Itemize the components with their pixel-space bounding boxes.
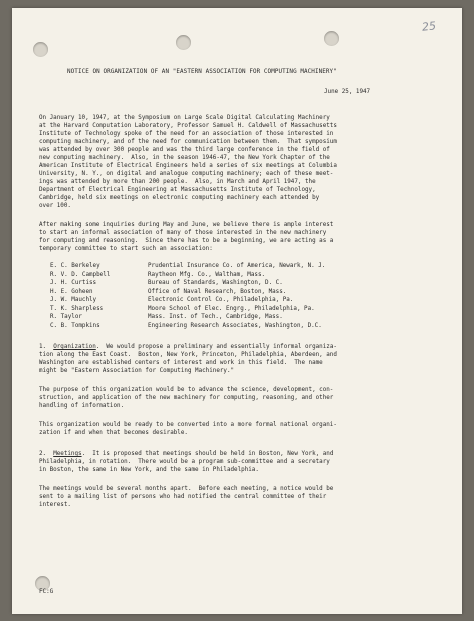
text-line: This organization would be ready to be converted into a more formal national organi- <box>39 422 337 428</box>
text-line: Department of Electrical Engineering at Massachusetts Institute of Technology, <box>39 187 316 193</box>
text-line: zation if and when that becomes desirable. <box>39 430 188 436</box>
committee-name: J. W. Mauchly <box>50 297 97 303</box>
text-line: . It is proposed that meetings should be held in Boston, New York, and <box>81 451 334 457</box>
committee-org: Mass. Inst. of Tech., Cambridge, Mass. <box>148 314 283 320</box>
text-line: interest. <box>39 502 71 508</box>
document-date: June 25, 1947 <box>324 89 371 95</box>
typist-initials: FC:G <box>39 589 54 595</box>
text-line: might be "Eastern Association for Computing Machinery." <box>39 368 235 374</box>
committee-name: C. B. Tompkins <box>50 323 100 329</box>
text-line: tion along the East Coast. Boston, New York, Princeton, Philadelphia, Aberdeen, and <box>39 352 337 358</box>
text-line: University, N. Y., on digital and analogue computing machinery; each of these meet- <box>39 171 334 177</box>
section-heading: Organization <box>53 344 96 350</box>
text-line: Philadelphia, in rotation. There would be a program sub-committee and a secretary <box>39 459 330 465</box>
committee-org: Bureau of Standards, Washington, D. C. <box>148 280 283 286</box>
committee-name: E. C. Berkeley <box>50 263 100 269</box>
document-title: NOTICE ON ORGANIZATION OF AN "EASTERN ASSOCIATION FOR COMPUTING MACHINERY" <box>67 69 337 75</box>
text-line: to start an informal association of many of those interested in the new machinery <box>39 230 327 236</box>
text-line: Institute of Technology spoke of the need for an association of those interested in <box>39 131 334 137</box>
text-line: computing machinery, and of the need for communication between them. That symposium <box>39 139 337 145</box>
text-line: sent to a mailing list of persons who had notified the central committee of their <box>39 494 327 500</box>
pencil-annotation: 25 <box>421 19 437 34</box>
committee-name: H. E. Goheen <box>50 289 93 295</box>
committee-name: T. K. Sharpless <box>50 306 104 312</box>
text-line: . We would propose a preliminary and essentially informal organiza- <box>95 344 337 350</box>
text-line: new computing machinery. Also, in the season 1946-47, the New York Chapter of the <box>39 155 330 161</box>
committee-name: R. Taylor <box>50 314 82 320</box>
punch-hole <box>324 31 339 46</box>
text-line: Cambridge, held six meetings on electronic computing machinery each attended by <box>39 195 320 201</box>
committee-org: Electronic Control Co., Philadelphia, Pa. <box>148 297 294 303</box>
committee-org: Office of Naval Research, Boston, Mass. <box>148 289 287 295</box>
document-page <box>12 8 462 614</box>
text-line: at the Harvard Computation Laboratory, Professor Samuel H. Caldwell of Massachusetts <box>39 123 337 129</box>
text-line: The purpose of this organization would be to advance the science, development, con- <box>39 387 334 393</box>
section-heading-line <box>39 450 333 458</box>
text-line: handling of information. <box>39 403 125 409</box>
committee-org: Moore School of Elec. Engrg., Philadelphia, Pa. <box>148 306 315 312</box>
text-line: struction, and application of the new machinery for computing, reasoning, and other <box>39 395 334 401</box>
committee-name: J. H. Curtiss <box>50 280 97 286</box>
text-line: over 100. <box>39 203 71 209</box>
committee-org: Prudential Insurance Co. of America, Newark, N. J. <box>148 263 326 269</box>
text-line: was attended by over 300 people and was the third large conference in the field of <box>39 147 330 153</box>
committee-org: Engineering Research Associates, Washington, D.C. <box>148 323 322 329</box>
punch-hole <box>33 42 48 57</box>
text-line: On January 10, 1947, at the Symposium on Large Scale Digital Calculating Machinery <box>39 115 330 121</box>
text-line: Washington are established centers of interest and work in this field. The name <box>39 360 323 366</box>
section-number: 1. <box>39 344 47 350</box>
section-heading-line <box>39 343 337 351</box>
text-line: for computing and reasoning. Since there has to be a beginning, we are acting as a <box>39 238 334 244</box>
text-line: ings was attended by more than 200 people. Also, in March and April 1947, the <box>39 179 316 185</box>
text-line: After making some inquiries during May and June, we believe there is ample interest <box>39 222 334 228</box>
punch-hole <box>176 35 191 50</box>
committee-org: Raytheon Mfg. Co., Waltham, Mass. <box>148 272 266 278</box>
text-line: American Institute of Electrical Engineers held a series of six meetings at Columbia <box>39 163 337 169</box>
committee-name: R. V. D. Campbell <box>50 272 111 278</box>
section-number: 2. <box>39 451 47 457</box>
text-line: The meetings would be several months apart. Before each meeting, a notice would be <box>39 486 334 492</box>
text-line: in Boston, the same in New York, and the same in Philadelphia. <box>39 467 259 473</box>
section-heading: Meetings <box>53 451 82 457</box>
text-line: temporary committee to start such an association: <box>39 246 213 252</box>
